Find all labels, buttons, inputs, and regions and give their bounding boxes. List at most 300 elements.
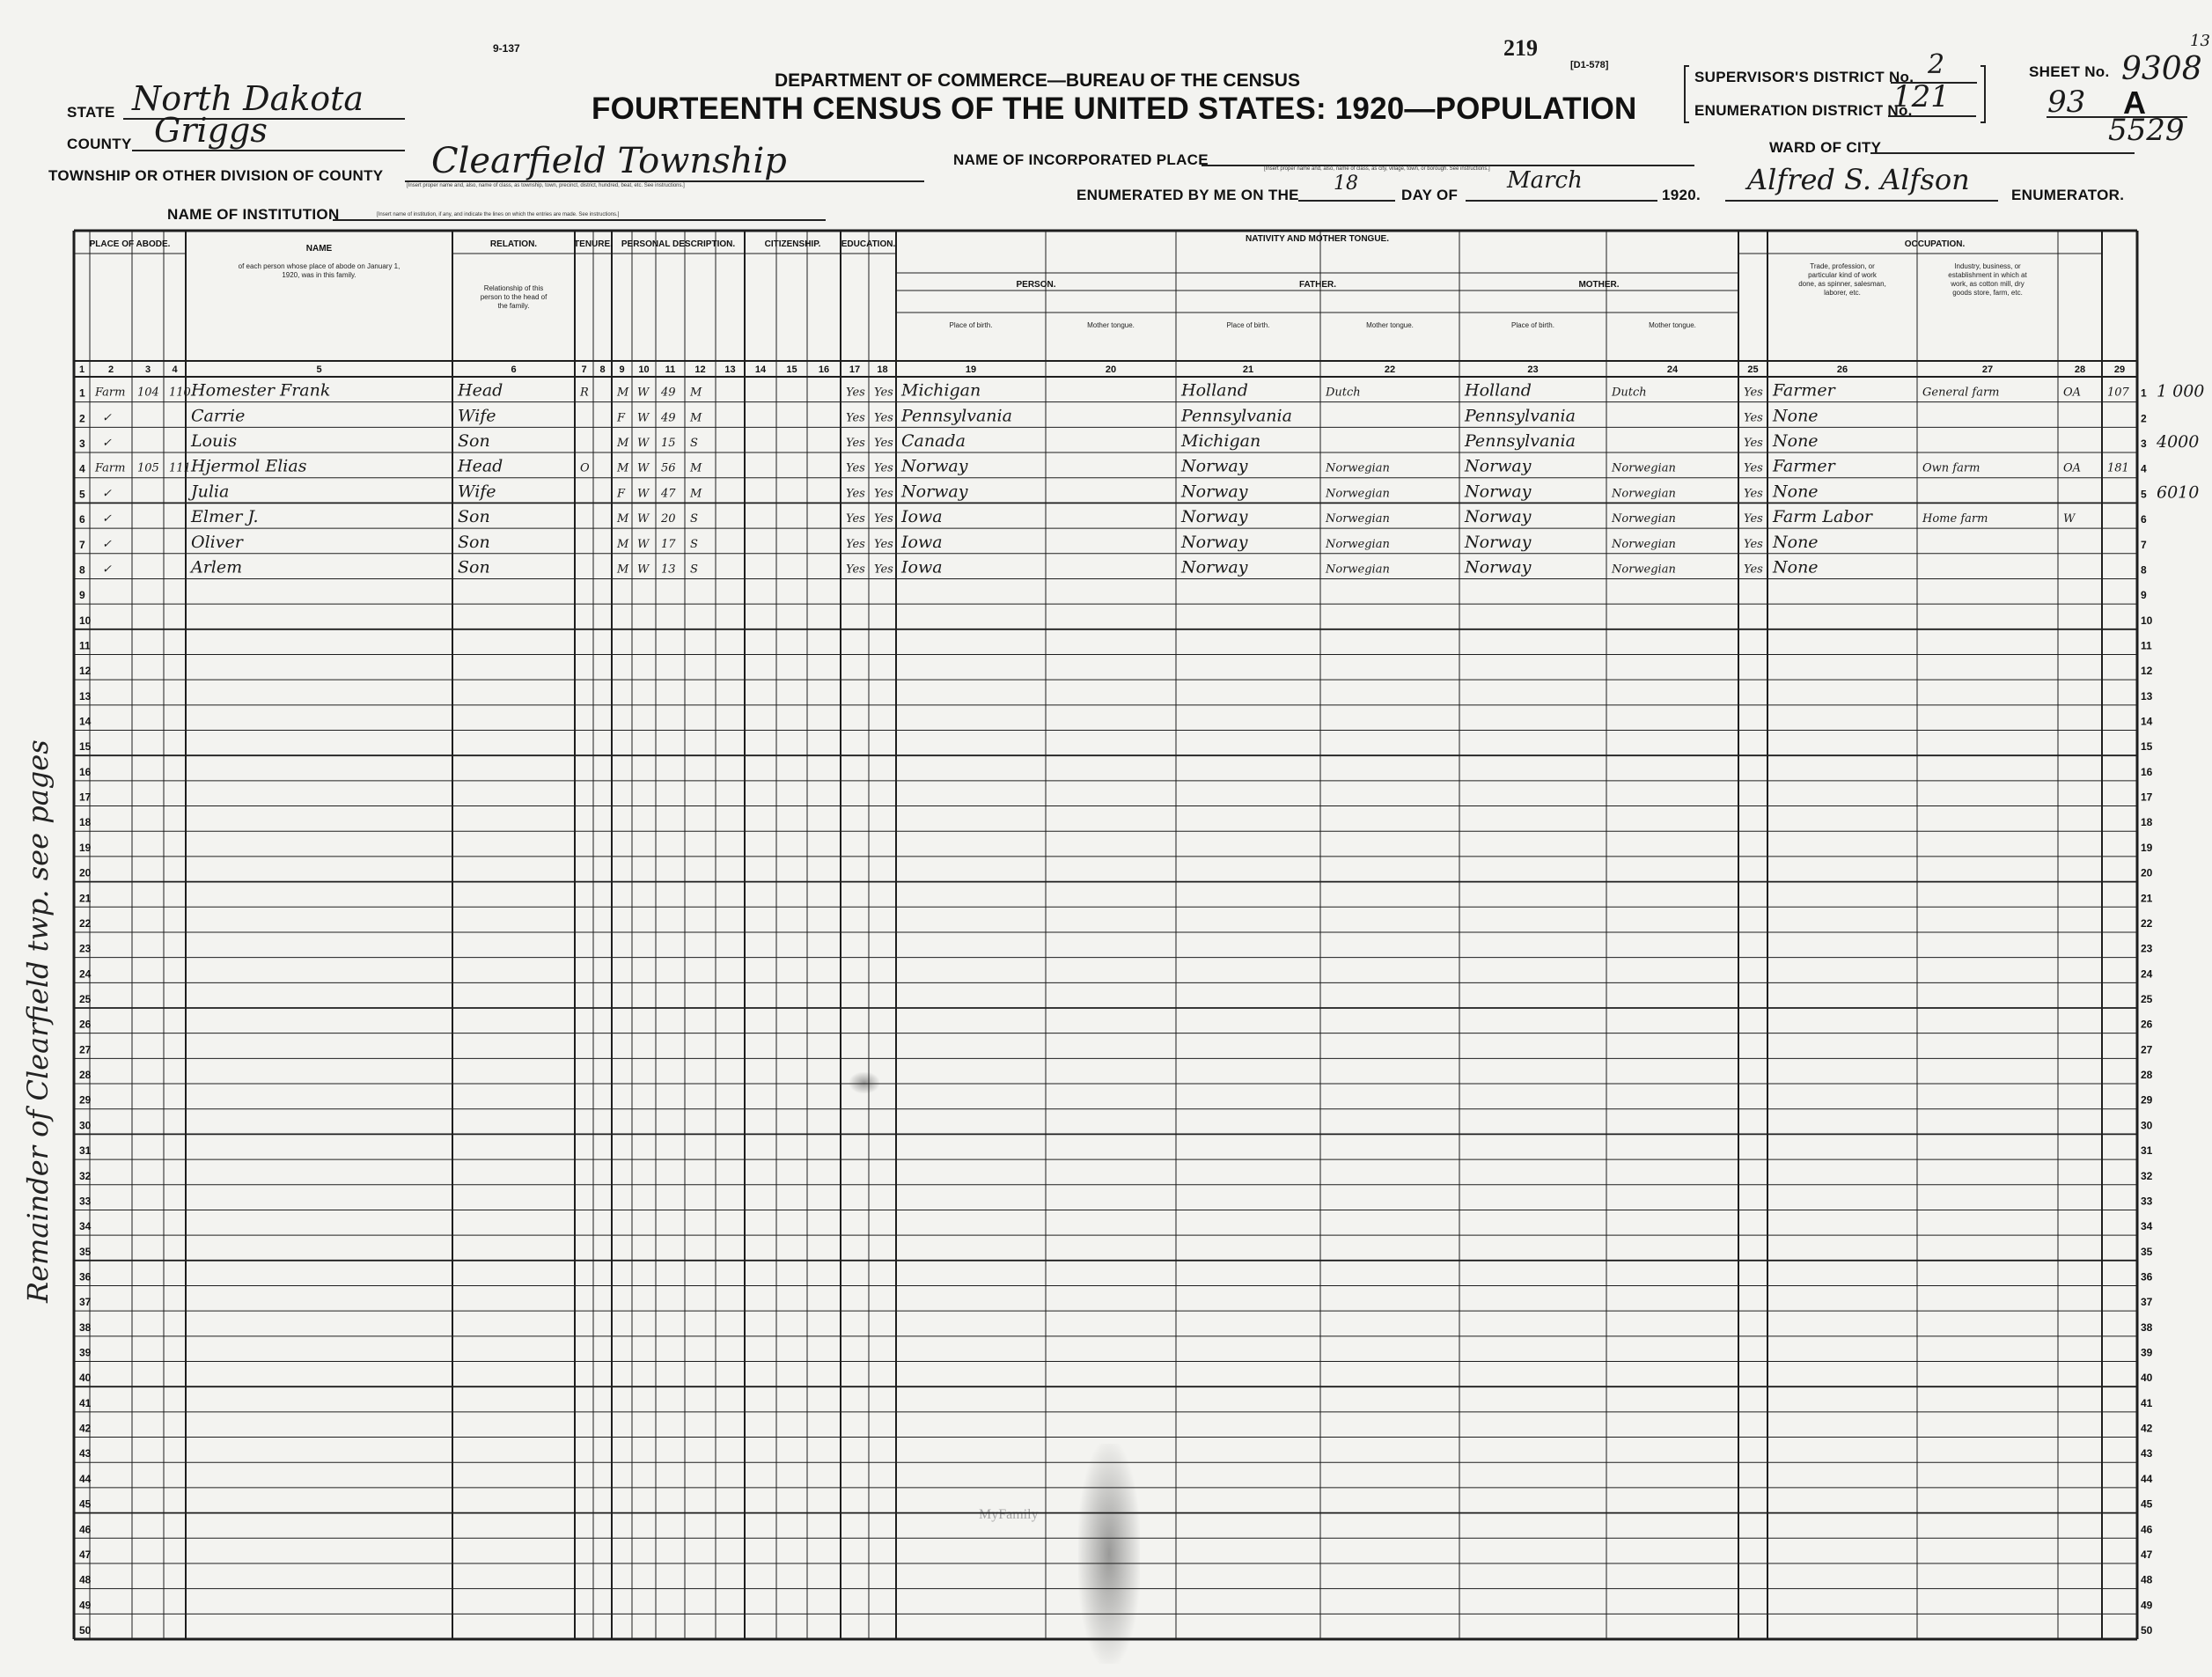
row-number-left-22: 22: [79, 916, 92, 930]
entry-father_birth-row7: Norway: [1181, 532, 1248, 552]
column-number-5: 5: [316, 364, 322, 375]
industry-description: establishment in which at: [1948, 271, 2027, 279]
entry-mother_birth-row2: Pennsylvania: [1465, 406, 1576, 426]
entry-relation-row2: Wife: [458, 406, 496, 426]
entry-dwelling-row4: 105: [137, 461, 159, 475]
entry-read-row4: Yes: [846, 461, 865, 475]
trade-description: done, as spinner, salesman,: [1798, 280, 1886, 288]
row-number-right-33: 33: [2141, 1195, 2153, 1208]
entry-industry-row4: Own farm: [1922, 461, 1981, 475]
row-number-right-30: 30: [2141, 1119, 2153, 1132]
entry-trade-row1: Farmer: [1773, 380, 1835, 401]
row-number-right-22: 22: [2141, 916, 2153, 930]
entry-father_tongue-row1: Dutch: [1326, 386, 1361, 400]
entry-sex-row3: M: [617, 437, 629, 451]
row-number-left-49: 49: [79, 1599, 92, 1612]
column-number-2: 2: [107, 364, 114, 375]
industry-description: goods store, farm, etc.: [1952, 289, 2023, 297]
entry-father_birth-row6: Norway: [1181, 507, 1248, 527]
entry-name-row5: Julia: [191, 482, 230, 502]
row-number-left-17: 17: [79, 791, 92, 804]
row-number-left-45: 45: [79, 1497, 92, 1511]
entry-trade-row4: Farmer: [1773, 456, 1835, 476]
entry-sex-row1: M: [617, 386, 629, 400]
row-number-left-43: 43: [79, 1447, 92, 1460]
incorporated-label: NAME OF INCORPORATED PLACE: [953, 151, 1209, 168]
entry-name-row6: Elmer J.: [191, 507, 259, 527]
row-number-right-1: 1: [2141, 386, 2147, 400]
row-number-right-18: 18: [2141, 816, 2153, 829]
row-number-left-30: 30: [79, 1119, 92, 1132]
column-number-7: 7: [581, 364, 587, 375]
entry-marital-row2: M: [690, 411, 702, 425]
supervisor-label: SUPERVISOR'S DISTRICT No.: [1694, 69, 1914, 85]
entry-class-row4: OA: [2063, 461, 2082, 475]
trade-description: Trade, profession, or: [1810, 262, 1875, 270]
row-number-right-19: 19: [2141, 841, 2153, 854]
entry-name-row8: Arlem: [191, 557, 243, 577]
row-number-left-48: 48: [79, 1573, 92, 1586]
entry-birthplace-row8: Iowa: [901, 557, 943, 577]
row-number-left-5: 5: [79, 488, 85, 501]
entry-color-row8: W: [637, 563, 650, 577]
row-number-right-10: 10: [2141, 614, 2153, 627]
entry-relation-row3: Son: [458, 431, 490, 452]
entry-read-row8: Yes: [846, 563, 865, 577]
row-number-right-41: 41: [2141, 1396, 2153, 1409]
row-number-right-31: 31: [2141, 1144, 2153, 1158]
row-number-right-23: 23: [2141, 942, 2153, 955]
entry-continuation-check-row2: ✓: [102, 411, 112, 425]
ward-label: WARD OF CITY: [1769, 139, 1882, 156]
entry-read-row3: Yes: [846, 437, 865, 451]
entry-trade-row7: None: [1773, 532, 1819, 552]
watermark: MyFamily: [979, 1507, 1039, 1522]
group-heading-occupation: OCCUPATION.: [1904, 239, 1966, 249]
entry-industry-row1: General farm: [1922, 386, 2000, 400]
entry-english-row6: Yes: [1744, 512, 1763, 526]
entry-relation-row8: Son: [458, 557, 490, 577]
entry-sex-row4: M: [617, 461, 629, 475]
row-number-left-13: 13: [79, 689, 92, 702]
row-number-right-20: 20: [2141, 866, 2153, 879]
entry-name-row4: Hjermol Elias: [191, 456, 307, 476]
column-number-10: 10: [638, 364, 650, 375]
row-number-right-40: 40: [2141, 1372, 2153, 1385]
row-number-left-6: 6: [79, 513, 85, 526]
year-label: 1920.: [1662, 187, 1701, 203]
row-number-left-19: 19: [79, 841, 92, 854]
entry-trade-row3: None: [1773, 431, 1819, 452]
column-number-29: 29: [2113, 364, 2126, 375]
entry-tenure-row4: O: [580, 461, 590, 475]
entry-industry-row6: Home farm: [1922, 512, 1988, 526]
group-heading-citizenship: CITIZENSHIP.: [764, 239, 821, 249]
entry-color-row5: W: [637, 487, 650, 501]
entry-mother_tongue-row5: Norwegian: [1612, 487, 1676, 501]
row-number-left-11: 11: [79, 639, 91, 652]
entry-read-row7: Yes: [846, 537, 865, 551]
column-number-28: 28: [2074, 364, 2086, 375]
entry-name-row7: Oliver: [191, 532, 243, 552]
entry-english-row4: Yes: [1744, 461, 1763, 475]
entry-mother_birth-row7: Norway: [1465, 532, 1532, 552]
row-number-right-13: 13: [2141, 689, 2153, 702]
entry-color-row3: W: [637, 437, 650, 451]
entry-father_tongue-row4: Norwegian: [1326, 461, 1390, 475]
entry-mother_tongue-row8: Norwegian: [1612, 563, 1676, 577]
entry-trade-row8: None: [1773, 557, 1819, 577]
row-number-right-32: 32: [2141, 1169, 2153, 1182]
entry-dwelling-row1: 104: [137, 386, 159, 400]
column-number-9: 9: [619, 364, 625, 375]
entry-english-row2: Yes: [1744, 411, 1763, 425]
entry-marital-row5: M: [690, 487, 702, 501]
row-number-left-38: 38: [79, 1320, 92, 1334]
row-number-right-21: 21: [2141, 892, 2153, 905]
row-number-right-45: 45: [2141, 1497, 2153, 1511]
supervisor-value: 2: [1928, 49, 1945, 80]
row-number-left-27: 27: [79, 1043, 92, 1056]
row-number-right-6: 6: [2141, 513, 2147, 526]
group-heading-abode: PLACE OF ABODE.: [89, 239, 171, 249]
entry-relation-row6: Son: [458, 507, 490, 527]
entry-english-row3: Yes: [1744, 437, 1763, 451]
enumerator-label: ENUMERATOR.: [2011, 187, 2125, 203]
row-number-right-26: 26: [2141, 1018, 2153, 1031]
industry-description: work, as cotton mill, dry: [1951, 280, 2025, 288]
subheader-0: Place of birth.: [949, 321, 993, 329]
industry-description: Industry, business, or: [1954, 262, 2021, 270]
state-value: North Dakota: [132, 79, 364, 118]
county-value: Griggs: [154, 111, 268, 150]
entry-father_tongue-row8: Norwegian: [1326, 563, 1390, 577]
row-number-right-50: 50: [2141, 1624, 2153, 1637]
margin-code-2: 4000: [2157, 432, 2200, 452]
entry-father_birth-row2: Pennsylvania: [1181, 406, 1292, 426]
row-number-left-47: 47: [79, 1548, 92, 1561]
entry-age-row8: 13: [661, 563, 676, 577]
department-title: DEPARTMENT OF COMMERCE—BUREAU OF THE CENSUS: [775, 70, 1300, 91]
row-number-left-23: 23: [79, 942, 92, 955]
entry-color-row4: W: [637, 461, 650, 475]
entry-marital-row3: S: [690, 437, 698, 451]
entry-class-row1: OA: [2063, 386, 2082, 400]
entry-marital-row7: S: [690, 537, 698, 551]
row-number-right-44: 44: [2141, 1472, 2153, 1485]
row-number-right-5: 5: [2141, 488, 2147, 501]
entry-farm-row1: 107: [2107, 386, 2129, 400]
entry-father_birth-row5: Norway: [1181, 482, 1248, 502]
entry-age-row4: 56: [661, 461, 676, 475]
entry-father_birth-row1: Holland: [1181, 380, 1248, 401]
row-number-left-32: 32: [79, 1169, 92, 1182]
row-number-left-29: 29: [79, 1093, 92, 1107]
entry-trade-row6: Farm Labor: [1773, 507, 1872, 527]
entry-birthplace-row4: Norway: [901, 456, 968, 476]
sheet-sub: 93: [2047, 85, 2086, 120]
row-number-left-33: 33: [79, 1195, 92, 1208]
page-number: 219: [1503, 35, 1538, 61]
row-number-left-46: 46: [79, 1523, 92, 1536]
row-number-right-49: 49: [2141, 1599, 2153, 1612]
entry-continuation-check-row3: ✓: [102, 437, 112, 451]
entry-continuation-check-row5: ✓: [102, 487, 112, 501]
entry-sex-row2: F: [617, 411, 626, 425]
row-number-right-36: 36: [2141, 1270, 2153, 1283]
corner-mark: 13: [2190, 32, 2210, 50]
entry-street-row4: Farm: [95, 461, 126, 475]
entry-age-row6: 20: [661, 512, 676, 526]
entry-father_tongue-row6: Norwegian: [1326, 512, 1390, 526]
row-number-right-15: 15: [2141, 740, 2153, 754]
row-number-left-50: 50: [79, 1624, 92, 1637]
entry-mother_birth-row4: Norway: [1465, 456, 1532, 476]
row-number-right-27: 27: [2141, 1043, 2153, 1056]
row-number-left-15: 15: [79, 740, 92, 754]
sheet-label: SHEET No.: [2029, 63, 2110, 80]
row-number-right-25: 25: [2141, 993, 2153, 1005]
entry-mother_tongue-row7: Norwegian: [1612, 537, 1676, 551]
entry-sex-row5: F: [617, 487, 626, 501]
relation-description: Relationship of this: [483, 284, 544, 292]
entry-mother_tongue-row6: Norwegian: [1612, 512, 1676, 526]
township-label: TOWNSHIP OR OTHER DIVISION OF COUNTY: [48, 167, 384, 184]
entry-name-row3: Louis: [191, 431, 238, 452]
entry-father_tongue-row5: Norwegian: [1326, 487, 1390, 501]
form-number: 9-137: [493, 42, 520, 55]
column-number-25: 25: [1747, 364, 1759, 375]
column-number-19: 19: [965, 364, 977, 375]
entry-color-row1: W: [637, 386, 650, 400]
row-number-left-24: 24: [79, 967, 92, 981]
entry-marital-row6: S: [690, 512, 698, 526]
group-heading-father: FATHER.: [1298, 280, 1337, 290]
group-heading-personal: PERSONAL DESCRIPTION.: [621, 239, 736, 249]
row-number-left-3: 3: [79, 438, 85, 451]
column-number-14: 14: [754, 364, 767, 375]
entry-age-row2: 49: [661, 411, 676, 425]
enumeration-value: 121: [1892, 79, 1950, 114]
entry-birthplace-row7: Iowa: [901, 532, 943, 552]
row-number-right-42: 42: [2141, 1422, 2153, 1435]
side-note: Remainder of Clearfield twp. see pages: [21, 739, 55, 1303]
month-value: March: [1507, 167, 1583, 194]
entry-relation-row4: Head: [458, 456, 503, 476]
entry-write-row2: Yes: [874, 411, 893, 425]
margin-code-0: 1 000: [2157, 381, 2205, 401]
entry-read-row2: Yes: [846, 411, 865, 425]
entry-father_tongue-row7: Norwegian: [1326, 537, 1390, 551]
entry-write-row3: Yes: [874, 437, 893, 451]
row-number-left-31: 31: [79, 1144, 92, 1158]
group-heading-mother: MOTHER.: [1578, 280, 1620, 290]
entry-farm-row4: 181: [2107, 461, 2129, 475]
row-number-right-11: 11: [2141, 639, 2152, 652]
entry-birthplace-row3: Canada: [901, 431, 966, 452]
column-number-1: 1: [78, 364, 85, 375]
entry-read-row1: Yes: [846, 386, 865, 400]
entry-sex-row6: M: [617, 512, 629, 526]
entry-english-row5: Yes: [1744, 487, 1763, 501]
entry-marital-row1: M: [690, 386, 702, 400]
row-number-right-14: 14: [2141, 715, 2153, 728]
row-number-right-47: 47: [2141, 1548, 2153, 1561]
trade-description: particular kind of work: [1808, 271, 1877, 279]
entry-relation-row5: Wife: [458, 482, 496, 502]
entry-tenure-row1: R: [580, 386, 589, 400]
stamp-number: 5529: [2108, 113, 2185, 148]
row-number-right-3: 3: [2141, 438, 2147, 451]
row-number-left-42: 42: [79, 1422, 92, 1435]
row-number-right-16: 16: [2141, 765, 2153, 778]
row-number-left-28: 28: [79, 1069, 92, 1082]
entry-write-row5: Yes: [874, 487, 893, 501]
column-number-21: 21: [1242, 364, 1254, 375]
entry-trade-row5: None: [1773, 482, 1819, 502]
entry-sex-row8: M: [617, 563, 629, 577]
row-number-left-20: 20: [79, 866, 92, 879]
group-heading-tenure: TENURE.: [574, 239, 613, 249]
sheet-letter: A: [2123, 85, 2146, 121]
column-number-27: 27: [1981, 364, 1994, 375]
entry-mother_birth-row5: Norway: [1465, 482, 1532, 502]
column-number-4: 4: [172, 364, 178, 375]
entry-mother_birth-row8: Norway: [1465, 557, 1532, 577]
entry-mother_birth-row3: Pennsylvania: [1465, 431, 1576, 452]
entry-mother_tongue-row1: Dutch: [1612, 386, 1647, 400]
column-number-11: 11: [665, 364, 676, 375]
entry-write-row4: Yes: [874, 461, 893, 475]
entry-write-row1: Yes: [874, 386, 893, 400]
row-number-left-36: 36: [79, 1270, 92, 1283]
row-number-right-43: 43: [2141, 1447, 2153, 1460]
entry-write-row6: Yes: [874, 512, 893, 526]
entry-father_birth-row3: Michigan: [1181, 431, 1261, 452]
entry-english-row8: Yes: [1744, 563, 1763, 577]
row-number-right-37: 37: [2141, 1296, 2153, 1309]
subheader-4: Place of birth.: [1511, 321, 1554, 329]
row-number-left-1: 1: [79, 386, 85, 400]
institution-hint: [Insert name of institution, if any, and indicate the lines on which the entries are made. See instructions.]: [377, 212, 620, 217]
margin-code-4: 6010: [2157, 482, 2200, 503]
enumerator-name: Alfred S. Alfson: [1747, 163, 1970, 196]
entry-age-row3: 15: [661, 437, 676, 451]
entry-father_birth-row8: Norway: [1181, 557, 1248, 577]
column-number-3: 3: [144, 364, 151, 375]
column-number-18: 18: [877, 364, 888, 375]
row-number-right-39: 39: [2141, 1346, 2153, 1359]
incorporated-hint: [Insert proper name and, also, name of class, as city, village, town, or borough. See instructions.]: [1264, 166, 1490, 172]
entry-marital-row4: M: [690, 461, 702, 475]
row-number-right-9: 9: [2141, 589, 2147, 602]
entry-read-row6: Yes: [846, 512, 865, 526]
entry-age-row5: 47: [661, 487, 676, 501]
entry-mother_birth-row6: Norway: [1465, 507, 1532, 527]
column-number-6: 6: [511, 364, 517, 375]
entry-birthplace-row6: Iowa: [901, 507, 943, 527]
row-number-left-21: 21: [79, 892, 92, 905]
entry-sex-row7: M: [617, 537, 629, 551]
column-number-17: 17: [849, 364, 861, 375]
row-number-left-9: 9: [79, 589, 85, 602]
row-number-left-8: 8: [79, 563, 85, 577]
row-number-right-12: 12: [2141, 665, 2153, 678]
entry-relation-row7: Son: [458, 532, 490, 552]
column-number-13: 13: [724, 364, 736, 375]
row-number-right-29: 29: [2141, 1093, 2153, 1107]
entry-relation-row1: Head: [458, 380, 503, 401]
township-hint: [Insert proper name and, also, name of class, as township, town, precinct, district, hundred, beat, etc. See instructions.]: [407, 183, 685, 188]
name-description: of each person whose place of abode on January 1,: [238, 262, 401, 270]
form-code: [D1-578]: [1570, 60, 1609, 70]
entry-name-row1: Homester Frank: [191, 380, 331, 401]
entry-birthplace-row5: Norway: [901, 482, 968, 502]
group-heading-education: EDUCATION.: [841, 239, 896, 249]
entry-continuation-check-row7: ✓: [102, 537, 112, 551]
entry-name-row2: Carrie: [191, 406, 246, 426]
relation-description: the family.: [497, 302, 530, 310]
group-heading-person: PERSON.: [1016, 280, 1056, 290]
day-of-label: DAY OF: [1401, 187, 1459, 203]
entry-street-row1: Farm: [95, 386, 126, 400]
column-number-23: 23: [1527, 364, 1539, 375]
entry-birthplace-row2: Pennsylvania: [901, 406, 1012, 426]
column-number-8: 8: [599, 364, 606, 375]
group-heading-relation: RELATION.: [489, 239, 538, 249]
row-number-left-40: 40: [79, 1372, 92, 1385]
enumerated-label: ENUMERATED BY ME ON THE: [1077, 187, 1299, 203]
group-heading-nativity: NATIVITY AND MOTHER TONGUE.: [1246, 234, 1389, 244]
row-number-right-8: 8: [2141, 563, 2147, 577]
trade-description: laborer, etc.: [1824, 289, 1861, 297]
row-number-left-25: 25: [79, 993, 92, 1005]
row-number-left-16: 16: [79, 765, 92, 778]
enumeration-label: ENUMERATION DISTRICT No.: [1694, 102, 1913, 119]
group-heading-name: NAME: [305, 244, 333, 254]
entry-english-row1: Yes: [1744, 386, 1763, 400]
subheader-2: Place of birth.: [1226, 321, 1270, 329]
column-number-24: 24: [1666, 364, 1679, 375]
row-number-left-2: 2: [79, 412, 85, 425]
entry-mother_birth-row1: Holland: [1465, 380, 1532, 401]
entry-color-row7: W: [637, 537, 650, 551]
row-number-left-4: 4: [79, 462, 85, 475]
subheader-3: Mother tongue.: [1366, 321, 1414, 329]
entry-birthplace-row1: Michigan: [901, 380, 981, 401]
row-number-left-12: 12: [79, 665, 92, 678]
column-number-20: 20: [1105, 364, 1117, 375]
row-number-left-37: 37: [79, 1296, 92, 1309]
row-number-right-17: 17: [2141, 791, 2153, 804]
state-label: STATE: [67, 104, 115, 121]
entry-marital-row8: S: [690, 563, 698, 577]
sheet-value: 9308: [2121, 51, 2202, 87]
township-value: Clearfield Township: [431, 141, 787, 181]
row-number-left-26: 26: [79, 1018, 92, 1031]
row-number-right-2: 2: [2141, 412, 2147, 425]
entry-write-row8: Yes: [874, 563, 893, 577]
row-number-right-7: 7: [2141, 538, 2147, 551]
census-title: FOURTEENTH CENSUS OF THE UNITED STATES: 1920—POPULATION: [592, 92, 1637, 126]
subheader-1: Mother tongue.: [1087, 321, 1135, 329]
entry-age-row1: 49: [661, 386, 676, 400]
entry-mother_tongue-row4: Norwegian: [1612, 461, 1676, 475]
row-number-right-4: 4: [2141, 462, 2147, 475]
row-number-left-34: 34: [79, 1220, 92, 1233]
row-number-left-10: 10: [79, 614, 92, 627]
entry-read-row5: Yes: [846, 487, 865, 501]
